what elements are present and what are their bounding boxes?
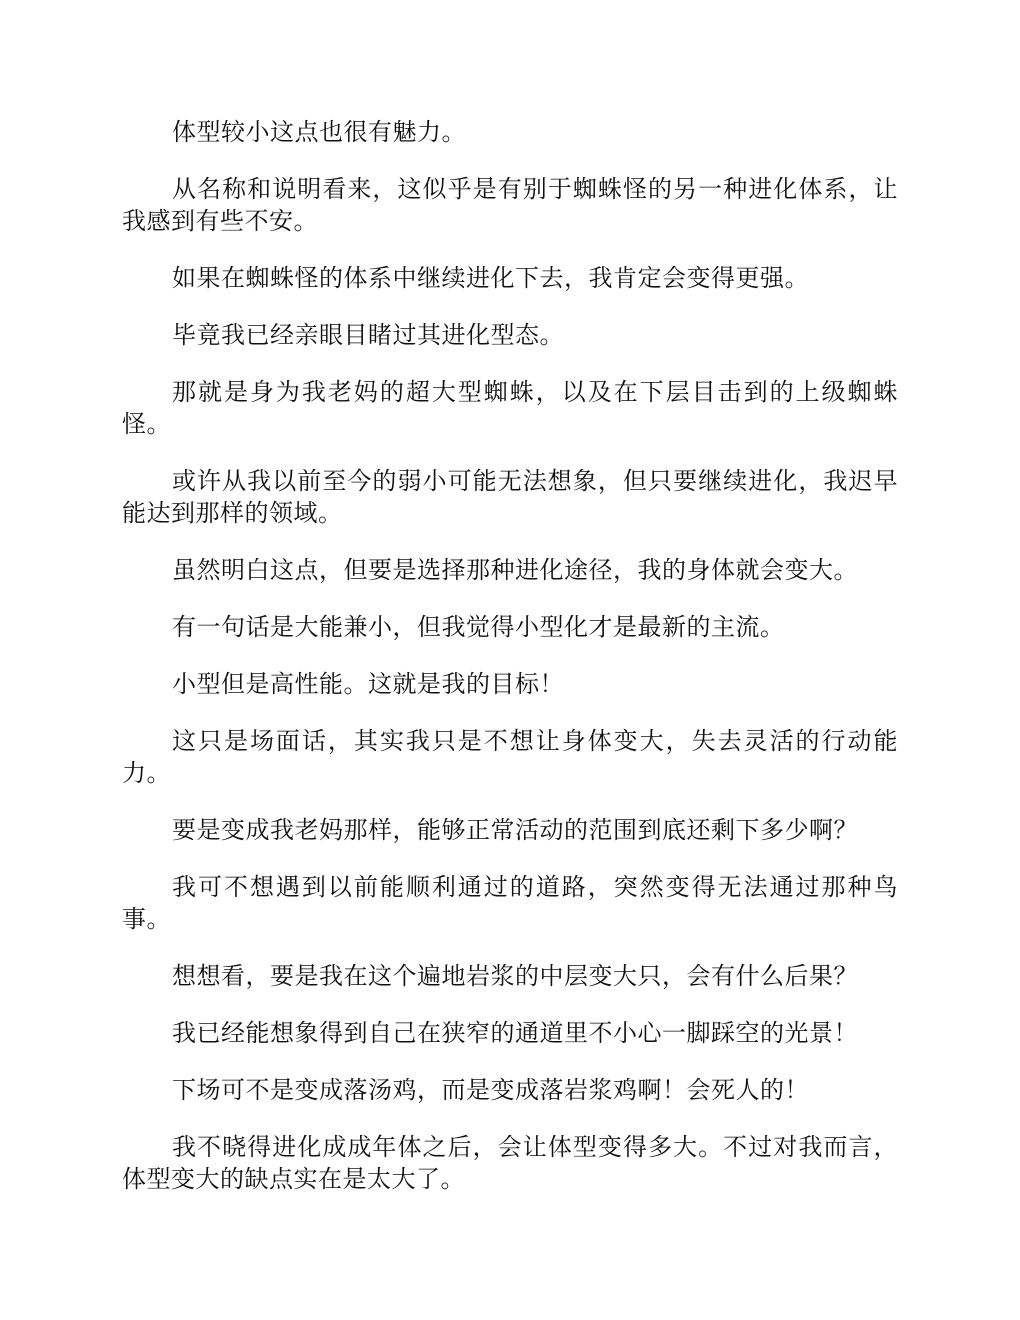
- paragraph: 体型较小这点也很有魅力。: [172, 118, 466, 146]
- paragraph: 如果在蜘蛛怪的体系中继续进化下去，我肯定会变得更强。: [172, 264, 809, 292]
- paragraph: 从名称和说明看来，这似乎是有别于蜘蛛怪的另一种进化体系，让我感到有些不安。: [122, 175, 898, 235]
- text-column: [122, 116, 898, 1220]
- paragraph: 这只是场面话，其实我只是不想让身体变大，失去灵活的行动能力。: [122, 727, 898, 787]
- paragraph: 小型但是高性能。这就是我的目标！: [172, 670, 564, 698]
- paragraph: 要是变成我老妈那样，能够正常活动的范围到底还剩下多少啊？: [172, 816, 858, 844]
- paragraph: 下场可不是变成落汤鸡，而是变成落岩浆鸡啊！会死人的！: [172, 1076, 809, 1104]
- paragraph: 我不晓得进化成成年体之后，会让体型变得多大。不过对我而言，体型变大的缺点实在是太大了。: [122, 1133, 898, 1193]
- paragraph: 虽然明白这点，但要是选择那种进化途径，我的身体就会变大。: [172, 556, 858, 584]
- paragraph: 那就是身为我老妈的超大型蜘蛛，以及在下层目击到的上级蜘蛛怪。: [122, 378, 898, 438]
- paragraph: 我可不想遇到以前能顺利通过的道路，突然变得无法通过那种鸟事。: [122, 873, 898, 933]
- paragraph: 或许从我以前至今的弱小可能无法想象，但只要继续进化，我迟早能达到那样的领域。: [122, 467, 898, 527]
- paragraph: 有一句话是大能兼小，但我觉得小型化才是最新的主流。: [172, 613, 785, 641]
- paragraph: 我已经能想象得到自己在狭窄的通道里不小心一脚踩空的光景！: [172, 1019, 858, 1047]
- paragraph: 毕竟我已经亲眼目睹过其进化型态。: [172, 321, 564, 349]
- paragraph: 想想看，要是我在这个遍地岩浆的中层变大只，会有什么后果？: [172, 962, 858, 990]
